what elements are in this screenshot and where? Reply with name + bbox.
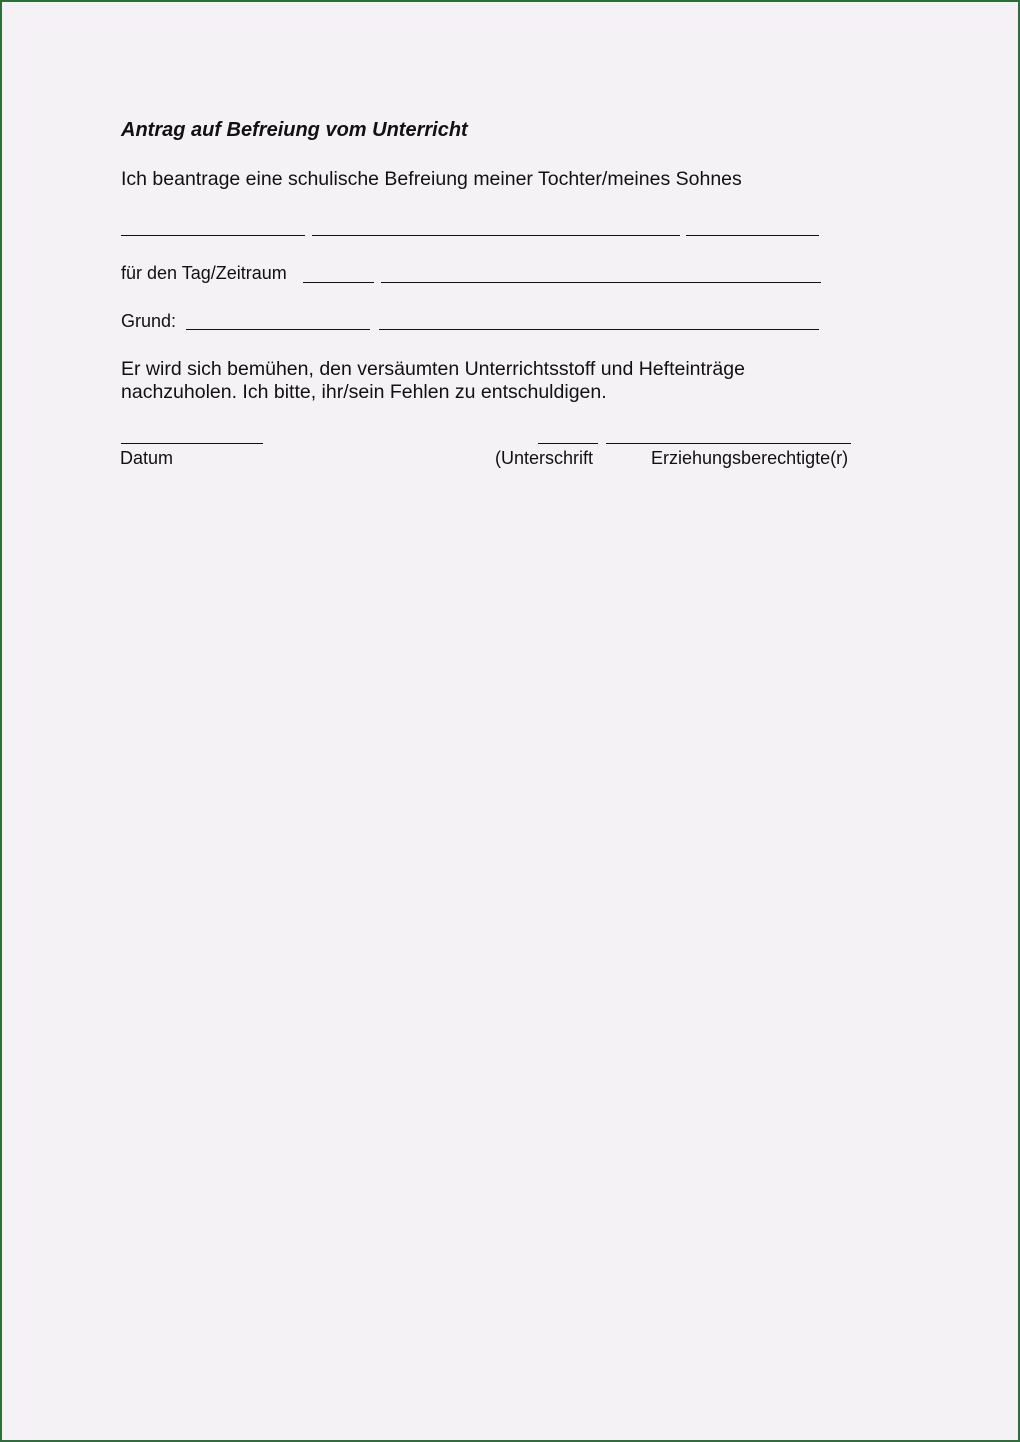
reason-label: Grund:: [121, 311, 177, 331]
statement-line-1: Er wird sich bemühen, den versäumten Unterrichtsstoff und Hefteinträge: [121, 358, 745, 380]
blank-line-lastname[interactable]: [312, 235, 680, 236]
intro-text: Ich beantrage eine schulische Befreiung meiner Tochter/meines Sohnes: [121, 168, 742, 190]
blank-line-reason-2[interactable]: [379, 329, 819, 330]
signature-label-part2: Erziehungsberechtigte(r): [651, 448, 849, 468]
date-label: Datum: [120, 448, 174, 468]
signature-label-part1: (Unterschrift: [495, 448, 594, 468]
blank-line-period[interactable]: [381, 282, 821, 283]
document-title: Antrag auf Befreiung vom Unterricht: [121, 119, 468, 141]
statement-line-2: nachzuholen. Ich bitte, ihr/sein Fehlen zu entschuldigen.: [121, 381, 607, 403]
blank-line-signature-1[interactable]: [538, 443, 598, 444]
period-label: für den Tag/Zeitraum: [121, 263, 287, 283]
blank-line-reason-1[interactable]: [186, 329, 370, 330]
blank-line-signature-2[interactable]: [606, 443, 851, 444]
blank-line-class[interactable]: [686, 235, 819, 236]
blank-line-day[interactable]: [303, 282, 374, 283]
blank-line-firstname[interactable]: [121, 235, 305, 236]
blank-line-date[interactable]: [121, 443, 263, 444]
